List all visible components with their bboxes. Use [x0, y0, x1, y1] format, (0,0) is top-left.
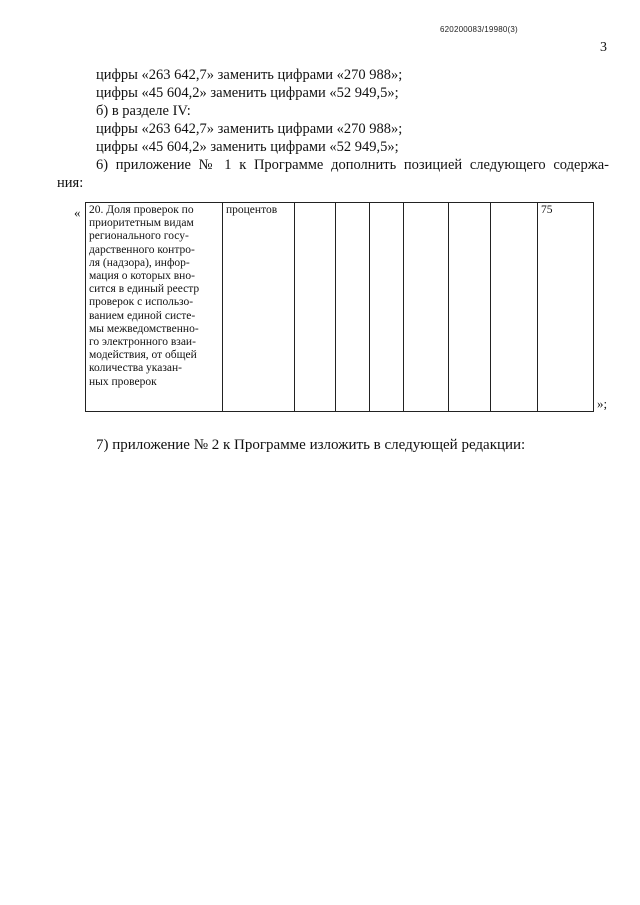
indicator-line: модействия, от общей	[89, 349, 197, 362]
indicator-line: ванием единой систе-	[89, 309, 196, 322]
table-open-quote: «	[74, 205, 81, 220]
indicator-line: дарственного контро-	[89, 243, 195, 256]
indicator-cell	[86, 203, 223, 412]
indicator-line: приоритетным видам	[89, 217, 194, 230]
paragraph-line-3: б) в разделе IV:	[96, 103, 191, 119]
indicator-line: го электронного взаи-	[89, 336, 196, 349]
indicator-line: 20. Доля проверок по	[89, 204, 194, 216]
indicator-line: количества указан-	[89, 362, 182, 375]
indicator-line: мы межведомственно-	[89, 322, 199, 335]
value-cell	[404, 203, 449, 412]
paragraph-line-1: цифры «263 642,7» заменить цифрами «270 988»;	[96, 67, 403, 83]
value-cell	[491, 203, 538, 412]
indicator-line: ля (надзора), инфор-	[89, 256, 190, 269]
paragraph-line-4: цифры «263 642,7» заменить цифрами «270 988»;	[96, 121, 403, 137]
paragraph-line-2: цифры «45 604,2» заменить цифрами «52 949,5»;	[96, 85, 399, 101]
indicator-line: регионального госу-	[89, 230, 189, 243]
table-close-quote: »;	[597, 396, 608, 411]
indicator-line: мация о которых вно-	[89, 270, 195, 283]
value-cell	[370, 203, 404, 412]
paragraph-line-7: ния:	[57, 175, 84, 191]
paragraph-line-5: цифры «45 604,2» заменить цифрами «52 949,5»;	[96, 139, 399, 155]
value-cell	[295, 203, 336, 412]
indicator-line: проверок с использо-	[89, 296, 194, 309]
table-row	[86, 203, 594, 412]
paragraph-line-6: 6) приложение № 1 к Программе дополнить позицией следующего содержа-	[96, 157, 609, 173]
page-number: 3	[600, 40, 607, 55]
position-table	[85, 202, 594, 412]
indicator-line: ных проверок	[89, 375, 157, 388]
indicator-line: сится в единый реестр	[89, 283, 200, 296]
value-cell	[336, 203, 370, 412]
value-cell	[449, 203, 491, 412]
document-code: 620200083/19980(3)	[440, 25, 518, 34]
value-cell: 75	[538, 203, 594, 412]
paragraph-after-table: 7) приложение № 2 к Программе изложить в следующей редакции:	[96, 437, 526, 453]
unit-cell: процентов	[223, 203, 295, 412]
